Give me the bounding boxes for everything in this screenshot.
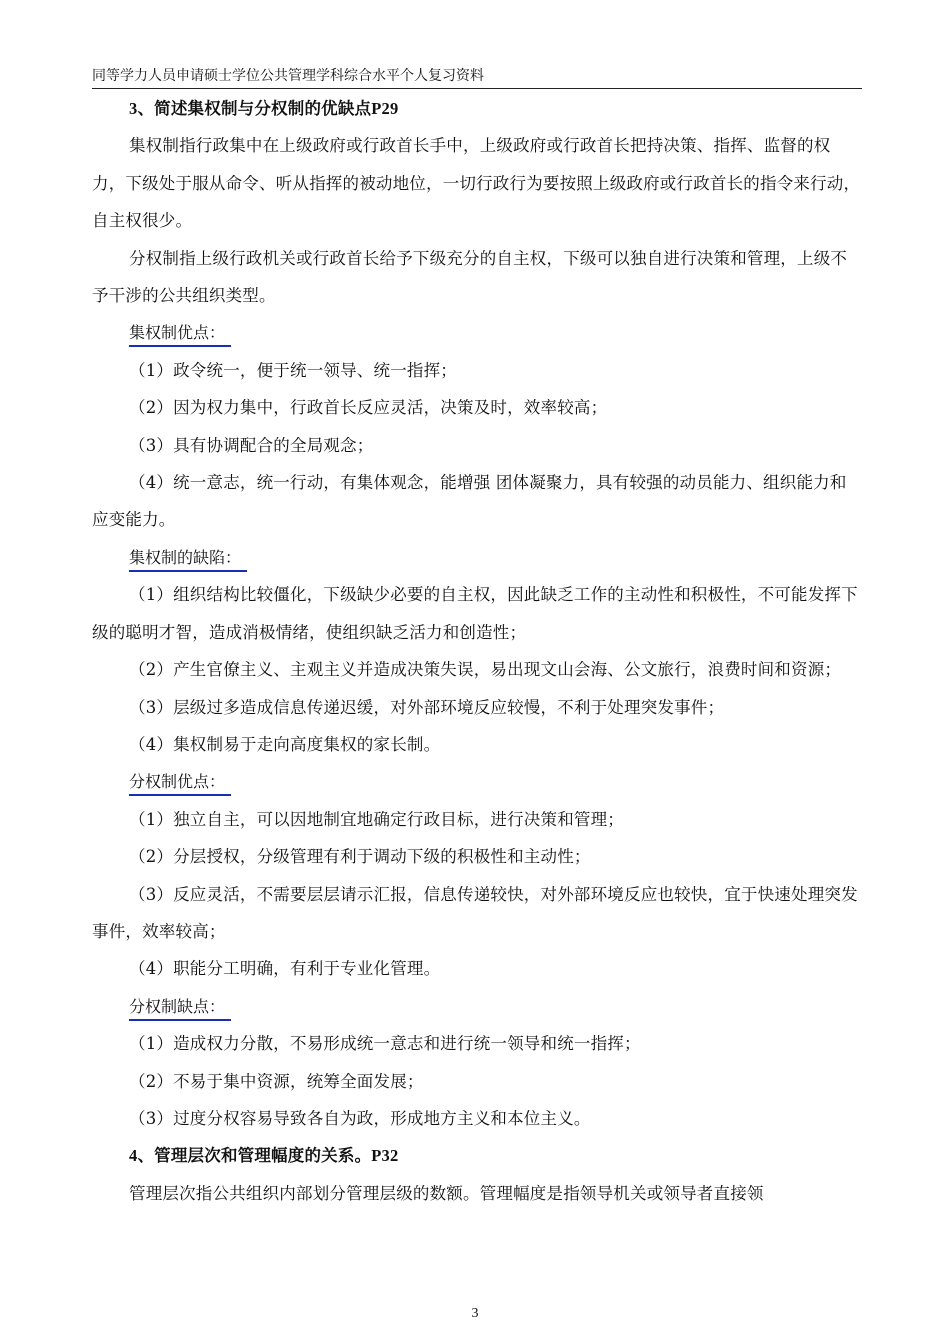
question-3-heading [92,90,862,127]
list-item: （2）不易于集中资源，统筹全面发展； [129,1071,424,1091]
list-item: （2）因为权力集中，行政首长反应灵活，决策及时，效率较高； [129,398,608,418]
list-item: （2）分层授权，分级管理有利于调动下级的积极性和主动性； [129,847,591,867]
document-body [92,90,862,1212]
list-item: （1）组织结构比较僵化，下级缺少必要的自主权，因此缺乏工作的主动性和积极性，不可能发挥下级的聪明才智，造成消极情绪，使组织缺乏活力和创造性； [92,585,858,642]
list-item: （1）政令统一，便于统一领导、统一指挥； [129,360,457,380]
section-heading-decentralization-disadvantages: 分权制缺点： [129,995,231,1021]
question-4-heading [92,1137,862,1174]
list-item: （1）独立自主，可以因地制宜地确定行政目标，进行决策和管理； [129,809,624,829]
paragraph-centralization-definition: 集权制指行政集中在上级政府或行政首长手中，上级政府或行政首长把持决策、指挥、监督的权力，下级处于服从命令、听从指挥的被动地位，一切行政行为要按照上级政府或行政首长的指令来行动，自主权很少。 [92,136,861,231]
list-item: （4）职能分工明确，有利于专业化管理。 [129,959,441,979]
section-heading-row [92,539,862,576]
list-item: （3）过度分权容易导致各自为政，形成地方主义和本位主义。 [129,1108,591,1128]
list-item: （4）集权制易于走向高度集权的家长制。 [129,734,441,754]
page-number: 3 [471,1306,479,1321]
list-item: （3）反应灵活，不需要层层请示汇报，信息传递较快，对外部环境反应也较快，宜于快速处理突发事件，效率较高； [92,884,858,941]
paragraph-management-levels: 管理层次指公共组织内部划分管理层级的数额。管理幅度是指领导机关或领导者直接领 [129,1183,764,1203]
list-item: （3）层级过多造成信息传递迟缓，对外部环境反应较慢，不利于处理突发事件； [129,697,725,717]
list-item: （1）造成权力分散，不易形成统一意志和进行统一领导和统一指挥； [129,1034,641,1054]
section-heading-row [92,763,862,800]
section-heading-decentralization-advantages: 分权制优点： [129,770,231,796]
section-heading-row [92,314,862,351]
running-header: 同等学力人员申请硕士学位公共管理学科综合水平个人复习资料 [92,68,484,84]
question-title: 、管理层次和管理幅度的关系。 [137,1146,372,1166]
page-reference: P29 [371,99,399,118]
paragraph-decentralization-definition: 分权制指上级行政机关或行政首长给予下级充分的自主权，下级可以独自进行决策和管理，上级不予干涉的公共组织类型。 [92,248,848,306]
question-number: 4 [129,1146,138,1166]
header-rule [92,88,862,89]
question-title: 、简述集权制与分权制的优缺点 [137,99,372,118]
question-number: 3 [129,99,138,118]
list-item: （4）统一意志，统一行动，有集体观念，能增强 团体凝聚力，具有较强的动员能力、组织能力和应变能力。 [92,473,847,530]
section-heading-row [92,988,862,1025]
section-heading-centralization-advantages: 集权制优点： [129,321,231,347]
list-item: （3）具有协调配合的全局观念； [129,435,374,455]
section-heading-centralization-defects: 集权制的缺陷： [129,546,247,572]
page-reference: P32 [371,1146,399,1166]
list-item: （2）产生官僚主义、主观主义并造成决策失误，易出现文山会海、公文旅行，浪费时间和资源； [129,660,842,680]
